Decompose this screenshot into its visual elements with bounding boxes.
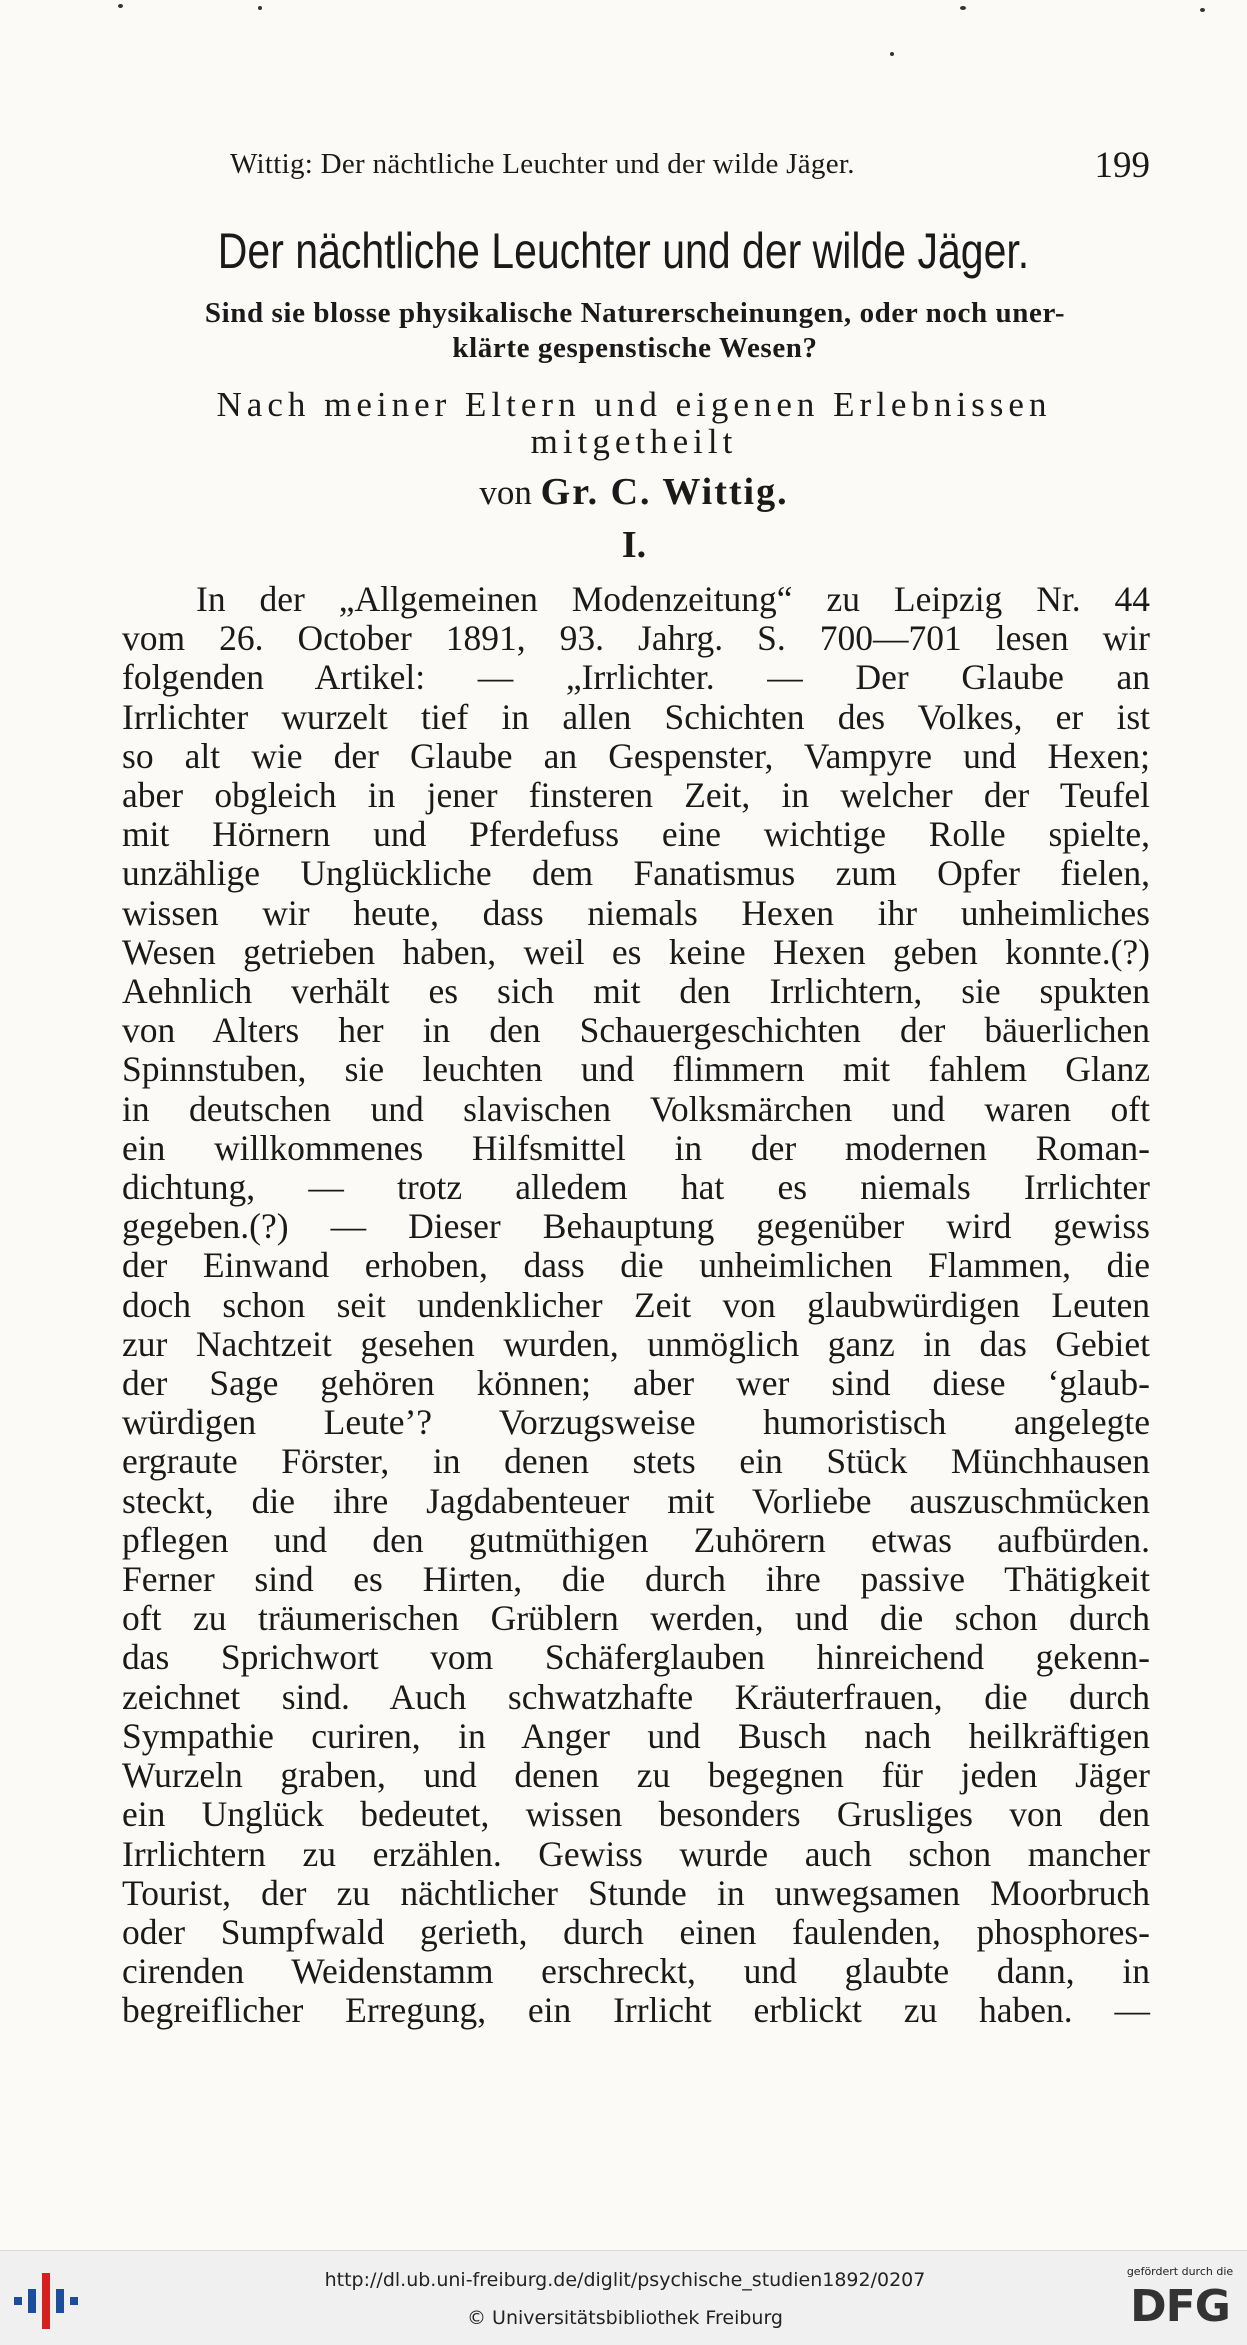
body-line: pflegen und den gutmüthigen Zuhörern etwas aufbürden. [122,1519,1150,1560]
body-line: steckt, die ihre Jagdabenteuer mit Vorliebe auszuschmücken [122,1480,1150,1521]
article-subtitle [120,296,1150,366]
running-head [230,145,1150,192]
body-line: Tourist, der zu nächtlicher Stunde in unwegsamen Moorbruch [122,1872,1150,1913]
author-line [118,470,1150,514]
body-line: von Alters her in den Schauergeschichten der bäuerlichen [122,1010,1150,1051]
body-line: cirenden Weidenstamm erschreckt, und glaubte dann, in [122,1951,1150,1992]
section-number: I. [621,524,647,566]
byline [118,386,1150,460]
body-line: zur Nachtzeit gesehen wurden, unmöglich ganz in das Gebiet [122,1323,1150,1364]
body-line: begreiflicher Erregung, ein Irrlicht erblickt zu haben. — [122,1990,1150,2031]
body-line: ein Unglück bedeutet, wissen besonders Grusliges von den [122,1794,1150,1835]
body-line: in deutschen und slavischen Volksmärchen und waren oft [122,1088,1150,1129]
author-name: Gr. C. Wittig. [540,471,789,513]
scan-speckle [118,4,123,8]
body-line: Wesen getrieben haben, weil es keine Hexen geben konnte.(?) [122,931,1150,972]
body-line: folgenden Artikel: — „Irrlichter. — Der Glaube an [122,657,1150,698]
dfg-logo: DFG [1130,2281,1230,2332]
subtitle-line: klärte gespenstische Wesen? [452,332,818,364]
body-line: das Sprichwort vom Schäferglauben hinreichend gekenn- [122,1637,1150,1678]
body-line: In der „Allgemeinen Modenzeitung“ zu Leipzig Nr. 44 [196,579,1150,619]
article-title: Der nächtliche Leuchter und der wilde Jäger. [217,223,1030,279]
source-url[interactable]: http://dl.ub.uni-freiburg.de/diglit/psychische_studien1892/0207 [324,2269,926,2291]
scan-speckle [890,52,894,56]
body-line: gegeben.(?) — Dieser Behauptung gegenüber wird gewiss [122,1206,1150,1247]
body-line: zeichnet sind. Auch schwatzhafte Kräuterfrauen, die durch [122,1676,1150,1717]
scan-speckle [258,6,262,10]
body-line: doch schon seit undenklicher Zeit von glaubwürdigen Leuten [122,1284,1150,1325]
body-line: Ferner sind es Hirten, die durch ihre passive Thätigkeit [122,1559,1150,1600]
body-line: ergraute Förster, in denen stets ein Stück Münchhausen [122,1441,1150,1482]
byline-line: mitgetheilt [530,422,738,461]
body-line: wissen wir heute, dass niemals Hexen ihr unheimliches [122,892,1150,933]
body-line: Sympathie curiren, in Anger und Busch nach heilkräftigen [122,1715,1150,1756]
body-line: Spinnstuben, sie leuchten und flimmern mit fahlem Glanz [122,1049,1150,1090]
page-number: 199 [1094,145,1150,186]
scan-speckle [960,6,966,10]
body-line: mit Hörnern und Pferdefuss eine wichtige Rolle spielte, [122,814,1150,855]
scan-speckle [1200,8,1205,12]
body-line: unzählige Unglückliche dem Fanatismus zum Opfer fielen, [122,853,1150,894]
body-line: dichtung, — trotz alledem hat es niemals Irrlichter [122,1167,1150,1208]
body-line: oder Sumpfwald gerieth, durch einen faulenden, phosphores- [122,1911,1150,1952]
body-line: Aehnlich verhält es sich mit den Irrlichtern, sie spukten [122,971,1150,1012]
body-line: der Einwand erhoben, dass die unheimlichen Flammen, die [122,1245,1150,1286]
sponsor-caption: gefördert durch die [1126,2265,1234,2278]
byline-line: Nach meiner Eltern und eigenen Erlebnissen [216,385,1052,424]
library-logo-icon [10,2269,82,2333]
body-line: Irrlichter wurzelt tief in allen Schichten des Volkes, er ist [122,696,1150,737]
copyright-notice: © Universitätsbibliothek Freiburg [467,2307,783,2329]
body-line: ein willkommenes Hilfsmittel in der modernen Roman- [122,1127,1150,1168]
running-head-title: Wittig: Der nächtliche Leuchter und der wilde Jäger. [230,148,855,180]
body-line: würdigen Leute’? Vorzugsweise humoristisch angelegte [122,1402,1150,1443]
body-line: vom 26. October 1891, 93. Jahrg. S. 700—701 lesen wir [122,618,1150,659]
body-text [122,580,1150,2031]
body-line: aber obgleich in jener finsteren Zeit, in welcher der Teufel [122,775,1150,816]
body-line: so alt wie der Glaube an Gespenster, Vampyre und Hexen; [122,735,1150,776]
footer-bar [0,2250,1247,2345]
body-line: Wurzeln graben, und denen zu begegnen für jeden Jäger [122,1755,1150,1796]
body-line: der Sage gehören können; aber wer sind diese ‘glaub- [122,1363,1150,1404]
body-line: Irrlichtern zu erzählen. Gewiss wurde auch schon mancher [122,1833,1150,1874]
body-line: oft zu träumerischen Grüblern werden, und die schon durch [122,1598,1150,1639]
subtitle-line: Sind sie blosse physikalische Naturerscheinungen, oder noch uner- [204,297,1066,329]
author-prefix: von [479,473,532,512]
